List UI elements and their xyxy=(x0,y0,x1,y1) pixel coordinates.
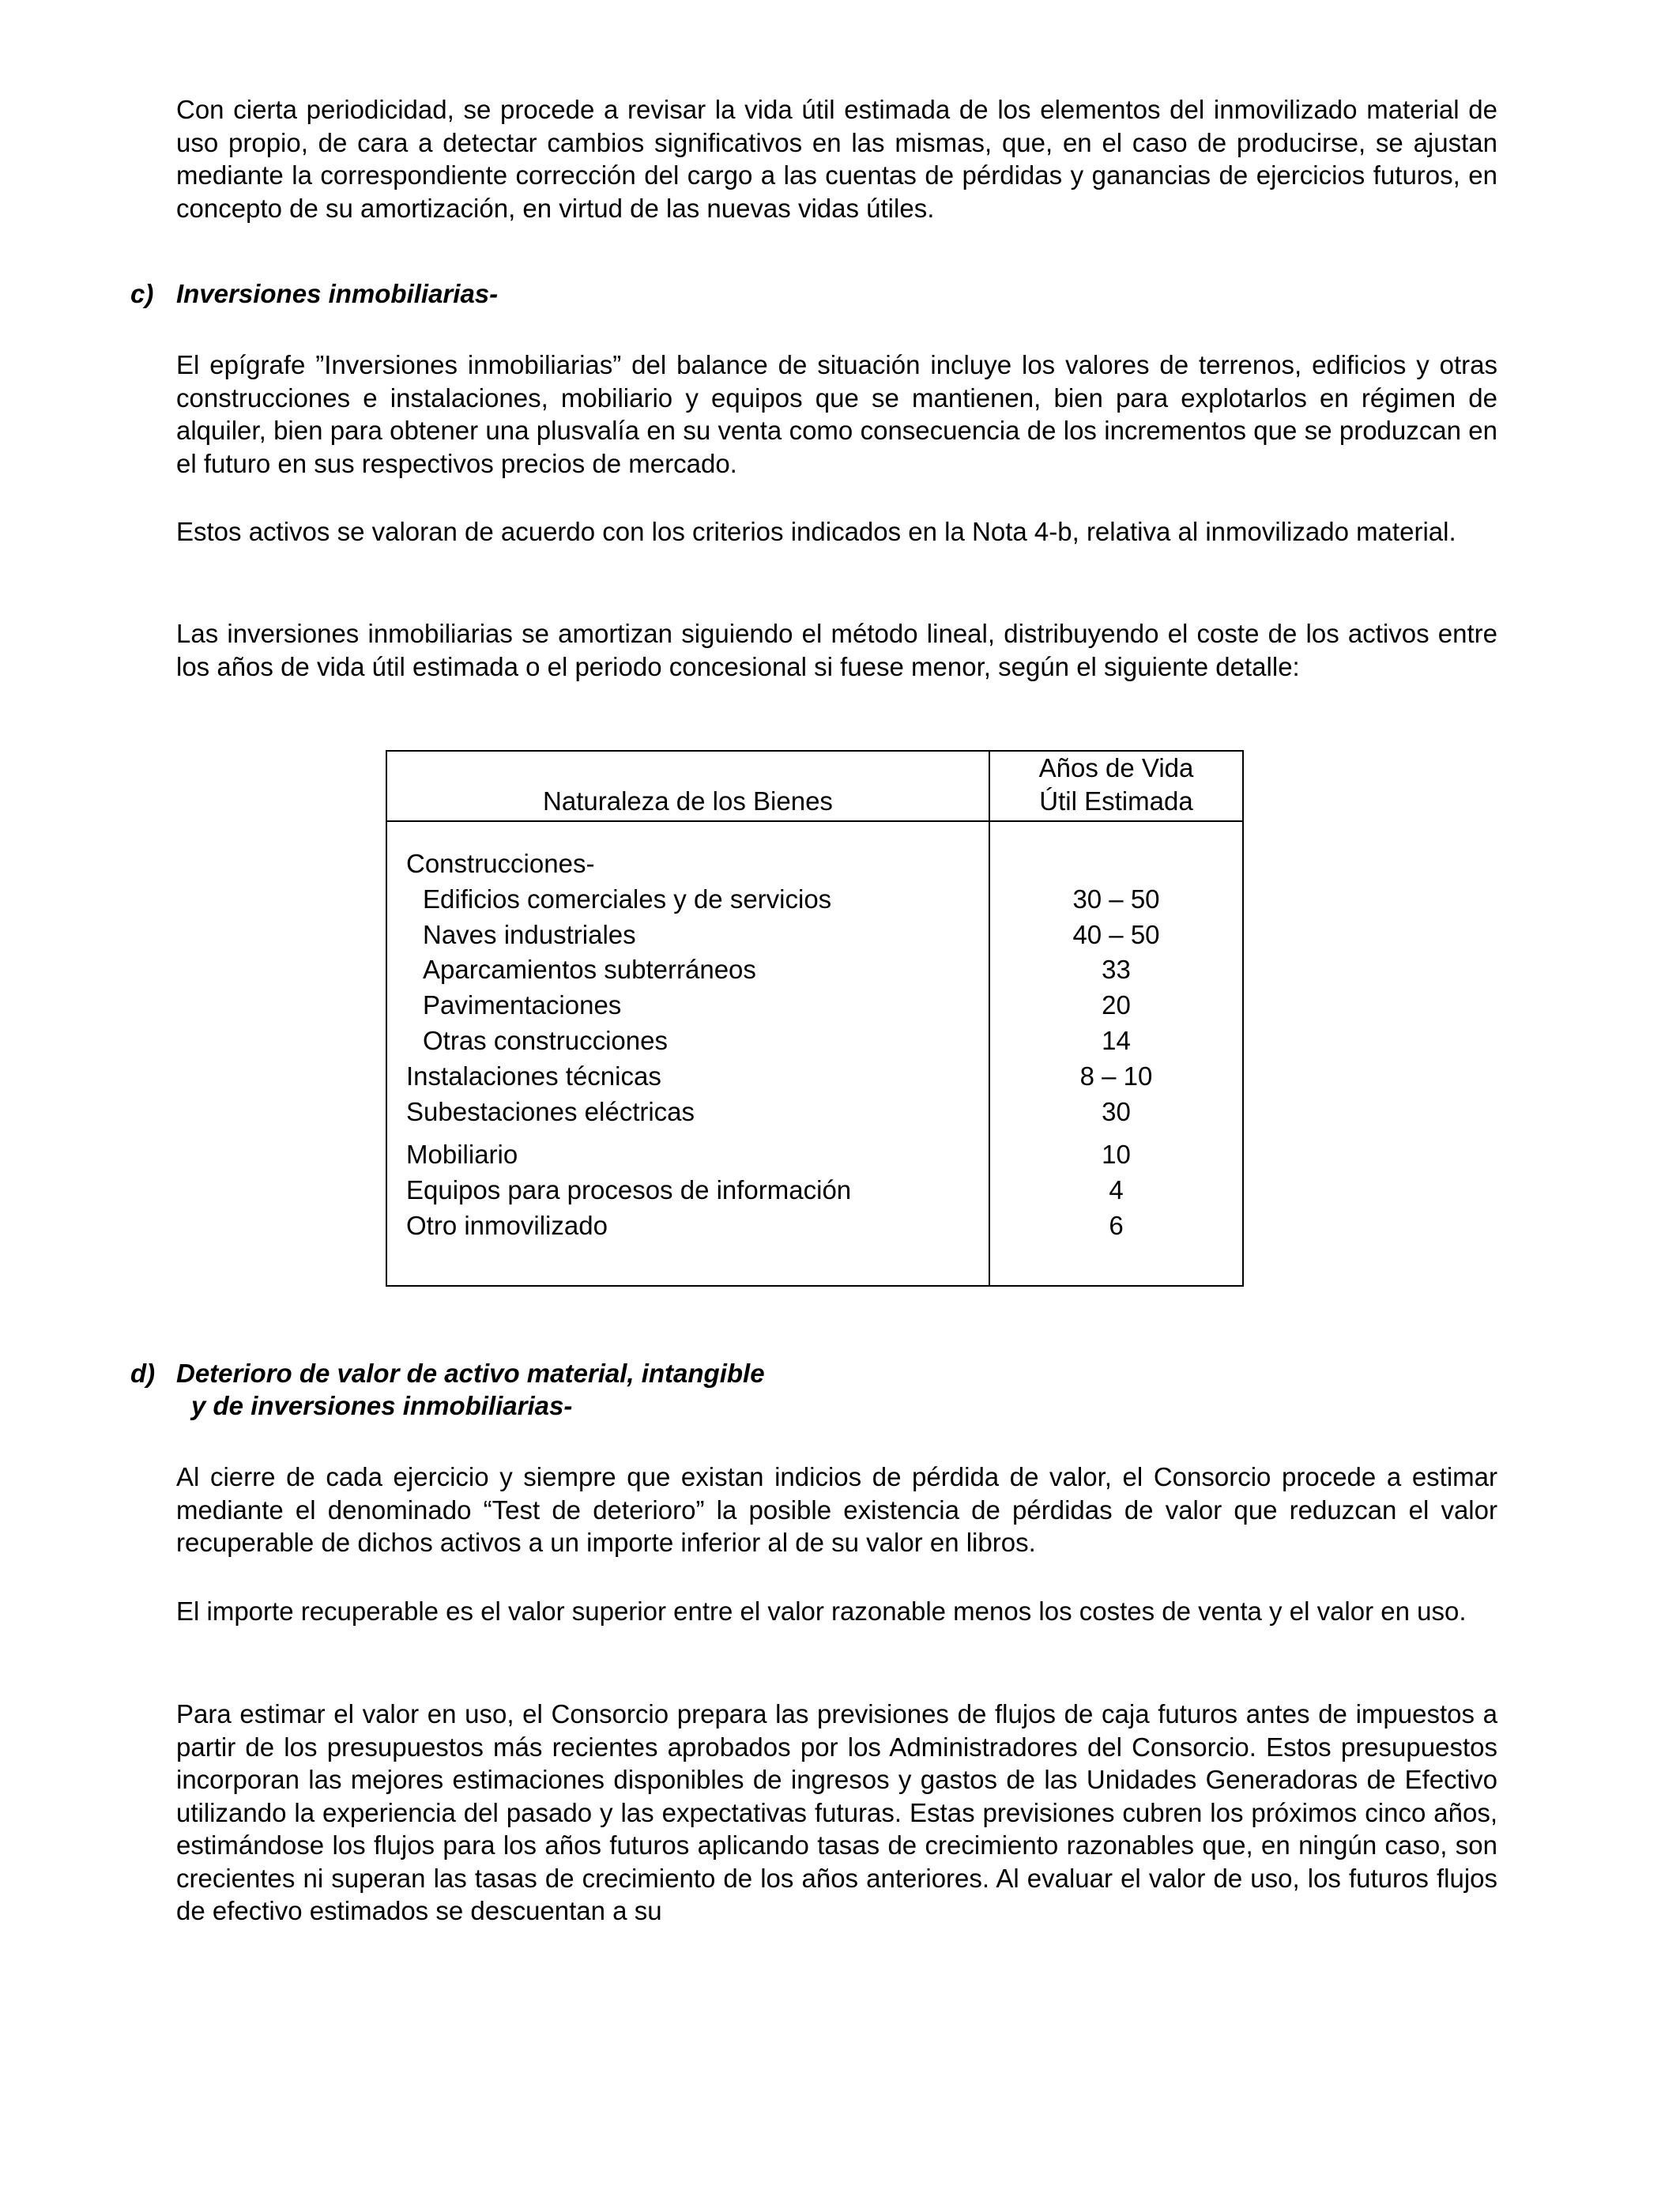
table-row-value xyxy=(990,846,1242,882)
paragraph-c3: Las inversiones inmobiliarias se amortizan siguiendo el método lineal, distribuyendo el coste de los activos entre los años de vida útil estimada o el periodo concesional si fuese menor, según el siguiente detalle: xyxy=(176,619,1497,681)
section-d-heading xyxy=(130,1357,765,1389)
column-years xyxy=(989,821,1243,1286)
table-body-row xyxy=(386,821,1243,1286)
header-nature: Naturaleza de los Bienes xyxy=(386,751,989,821)
table-row-label: Otro inmovilizado xyxy=(406,1210,608,1240)
table-row-value: 40 – 50 xyxy=(1072,919,1160,949)
paragraph-d3: Para estimar el valor en uso, el Consorcio prepara las previsiones de flujos de caja futuros antes de impuestos a partir de los presupuestos más recientes aprobados por los Administradores del Consorcio. Estos presupuestos incorporan las mejores estimaciones disponibles de ingresos y gastos de las Unidades Generadoras de Efectivo utilizando la experiencia del pasado y las expectativas futuras. Estas previsiones cubren los próximos cinco años, estimándose los flujos para los años futuros aplicando tasas de crecimiento razonables que, en ningún caso, son crecientes ni superan las tasas de crecimiento de los años anteriores. Al evaluar el valor de uso, los futuros flujos de efectivo estimados se descuentan a su xyxy=(176,1699,1497,1925)
table-row-label: Naves industriales xyxy=(423,919,636,949)
paragraph-intro: Con cierta periodicidad, se procede a revisar la vida útil estimada de los elementos del inmovilizado material de uso propio, de cara a detectar cambios significativos en las mismas, que, en el caso de producirse, se ajustan mediante la correspondiente corrección del cargo a las cuentas de pérdidas y ganancias de ejercicios futuros, en concepto de su amortización, en virtud de las nuevas vidas útiles. xyxy=(176,95,1497,223)
paragraph-c1: El epígrafe ”Inversiones inmobiliarias” del balance de situación incluye los valores de terrenos, edificios y otras construcciones e instalaciones, mobiliario y equipos que se mantienen, bien para explotarlos en régimen de alquiler, bien para obtener una plusvalía en su venta como consecuencia de los incrementos que se produzcan en el futuro en sus respectivos precios de mercado. xyxy=(176,350,1497,478)
table-row-value: 4 xyxy=(1109,1175,1124,1205)
table-header-row xyxy=(386,751,1243,821)
table-row-value: 8 – 10 xyxy=(1079,1061,1153,1091)
table-row-value: 30 xyxy=(1102,1096,1131,1126)
section-c-title: Inversiones inmobiliarias- xyxy=(176,279,499,308)
section-c-heading xyxy=(130,277,499,310)
table-row-value: 30 – 50 xyxy=(1072,884,1160,914)
table-row-value: 6 xyxy=(1109,1210,1124,1240)
column-nature xyxy=(386,821,989,1286)
table-row-label: Equipos para procesos de información xyxy=(406,1175,852,1205)
table-row-label: Construcciones- xyxy=(406,849,595,878)
paragraph-d2: El importe recuperable es el valor superior entre el valor razonable menos los costes de venta y el valor en uso. xyxy=(176,1596,1467,1626)
table-row-value: 20 xyxy=(1102,990,1131,1020)
table-row-label: Instalaciones técnicas xyxy=(406,1061,661,1091)
table-row-value: 33 xyxy=(1102,955,1131,985)
paragraph-d1: Al cierre de cada ejercicio y siempre que existan indicios de pérdida de valor, el Consorcio procede a estimar mediante el denominado “Test de deterioro” la posible existencia de pérdidas de valor que reduzcan el valor recuperable de dichos activos a un importe inferior al de su valor en libros. xyxy=(176,1462,1497,1557)
section-d-heading-continued xyxy=(191,1389,572,1422)
table-row-label: Otras construcciones xyxy=(423,1025,668,1055)
table-row-label: Aparcamientos subterráneos xyxy=(423,955,756,985)
table-row-label: Subestaciones eléctricas xyxy=(406,1096,695,1126)
header-years: Años de Vida Útil Estimada xyxy=(989,751,1243,821)
table-row-label: Edificios comerciales y de servicios xyxy=(423,884,832,914)
table-row-value: 10 xyxy=(1102,1140,1131,1170)
section-d-letter: d) xyxy=(130,1359,156,1388)
section-d-title-line2: y de inversiones inmobiliarias- xyxy=(191,1391,573,1420)
section-d-title-line1: Deterioro de valor de activo material, intangible xyxy=(176,1359,765,1388)
table-row-label: Mobiliario xyxy=(406,1140,518,1170)
paragraph-c2: Estos activos se valoran de acuerdo con los criterios indicados en la Nota 4-b, relativa al inmovilizado material. xyxy=(176,517,1456,546)
table-row-value: 14 xyxy=(1102,1025,1131,1055)
useful-life-table xyxy=(386,750,1244,1287)
table-row-label: Pavimentaciones xyxy=(423,990,622,1020)
section-c-letter: c) xyxy=(130,279,154,308)
